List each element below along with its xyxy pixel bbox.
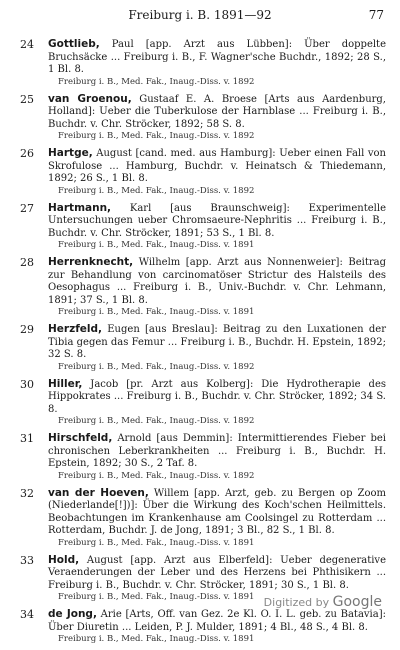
- dissertation-note: Freiburg i. B., Med. Fak., Inaug.-Diss. v. 1892: [58, 131, 255, 141]
- bibliography-entry: [0, 147, 400, 197]
- watermark-brand: Google: [332, 594, 382, 610]
- bibliography-entry: [0, 608, 400, 645]
- bibliography-entry: [0, 256, 400, 318]
- dissertation-note: Freiburg i. B., Med. Fak., Inaug.-Diss. v. 1892: [58, 470, 255, 481]
- dissertation-note: Freiburg i. B., Med. Fak., Inaug.-Diss. v. 1892: [58, 76, 255, 87]
- entry-text: [48, 202, 386, 241]
- citation-body: Arnold [aus Demmin]: Intermittierendes Fieber bei chronischen Leberkrankheiten ... Freiburg i. B., Buchdr. H. Epstein, 1892; 30 S., 2 Taf. 8.: [48, 433, 386, 469]
- entry-number: 32: [20, 486, 34, 500]
- entry-number: 26: [20, 147, 34, 160]
- author-name: Hiller,: [48, 377, 83, 390]
- author-name: Hartge,: [48, 147, 93, 159]
- entry-text: [48, 378, 386, 417]
- bibliography-entry: [0, 487, 400, 549]
- bibliography-entry: [0, 432, 400, 482]
- citation-body: August [app. Arzt aus Elberfeld]: Ueber degenerative Veraenderungen der Leber und des Herzens bei Phthisikern ... Freiburg i. B., Buchdr. v. Chr. Ströcker, 1891; 30 S., 1 Bl. 8.: [48, 554, 386, 591]
- entry-number: 33: [20, 553, 34, 567]
- dissertation-note: Freiburg i. B., Med. Fak., Inaug.-Diss. v. 1891: [58, 240, 255, 250]
- dissertation-note: Freiburg i. B., Med. Fak., Inaug.-Diss. v. 1891: [58, 634, 255, 644]
- entry-text: [48, 432, 386, 471]
- author-name: de Jong,: [48, 608, 97, 620]
- page-number: 77: [368, 8, 384, 22]
- citation-body: Jacob [pr. Arzt aus Kolberg]: Die Hydrotherapie des Hippokrates ... Freiburg i. B., Buchdr. v. Chr. Ströcker, 1892; 34 S. 8.: [48, 378, 386, 415]
- citation-body: Arie [Arts, Off. van Gez. 2e Kl. O. I. L. geb. zu Batavia]: Über Diuretin ... Leiden, P. J. Mulder, 1891; 4 Bl., 48 S., 4 Bl. 8.: [48, 609, 386, 633]
- dissertation-note: Freiburg i. B., Med. Fak., Inaug.-Diss. v. 1891: [58, 307, 255, 317]
- dissertation-note: Freiburg i. B., Med. Fak., Inaug.-Diss. v. 1892: [58, 185, 255, 196]
- entry-number: 27: [20, 201, 34, 215]
- dissertation-note: Freiburg i. B., Med. Fak., Inaug.-Diss. v. 1891: [58, 592, 255, 602]
- bibliography-entry: [0, 93, 400, 143]
- dissertation-note: Freiburg i. B., Med. Fak., Inaug.-Diss. v. 1892: [58, 361, 255, 372]
- author-name: Hirschfeld,: [48, 432, 113, 444]
- entry-text: [48, 93, 386, 132]
- header-title: Freiburg i. B. 1891—92: [128, 8, 272, 22]
- citation-body: Eugen [aus Breslau]: Beitrag zu den Luxationen der Tibia gegen das Femur ... Freiburg i. B., Buchdr. H. Epstein, 1892; 32 S. 8.: [48, 324, 386, 360]
- entry-text: [48, 554, 386, 593]
- entry-text: [48, 38, 386, 77]
- citation-body: Wilhelm [app. Arzt aus Nonnenweier]: Beitrag zur Behandlung von carcinomatöser Strictur des Halsteils des Oesophagus ... Freiburg i. B., Univ.-Buchdr. v. Chr. Lehmann, 1891; 37 S., 1 Bl. 8.: [48, 257, 386, 306]
- watermark-prefix: Digitized by: [263, 596, 330, 609]
- entry-number: 30: [20, 377, 34, 391]
- entry-number: 31: [20, 432, 34, 445]
- entry-text: [48, 147, 386, 186]
- entry-number: 24: [20, 38, 34, 51]
- author-name: Herzfeld,: [48, 323, 102, 335]
- entry-text: [48, 256, 386, 307]
- entry-text: [48, 323, 386, 362]
- bibliography-entry: [0, 323, 400, 373]
- running-header: [0, 6, 400, 26]
- entry-number: 29: [20, 323, 34, 336]
- author-name: Herrenknecht,: [48, 256, 134, 268]
- entry-number: 34: [20, 608, 34, 621]
- bibliography-entry: [0, 202, 400, 252]
- bibliography-entry: [0, 38, 400, 88]
- citation-body: Paul [app. Arzt aus Lübben]: Über doppelte Bruchsäcke ... Freiburg i. B., F. Wagner'sche Buchdr., 1892; 28 S., 1 Bl. 8.: [48, 39, 386, 75]
- citation-body: August [cand. med. aus Hamburg]: Ueber einen Fall von Skrofulose ... Hamburg, Buchdr. v. Heinatsch & Thiedemann, 1892; 26 S., 1 Bl. 8.: [48, 148, 386, 184]
- citation-body: Willem [app. Arzt, geb. zu Bergen op Zoom (Niederlande[!])]: Über die Wirkung des Koch'schen Heilmittels. Beobachtungen im Krankenhause am Coolsingel zu Rotterdam ... Rotterdam, Buchdr. J. de Jong, 1891; 3 Bl., 82 S., 1 Bl. 8.: [48, 487, 386, 536]
- citation-body: Karl [aus Braunschweig]: Experimentelle Untersuchungen ueber Chromsaeure-Nephritis ... Freiburg i. B., Buchdr. v. Chr. Ströcker, 1891; 53 S., 1 Bl. 8.: [48, 202, 386, 239]
- bibliography-entry: [0, 378, 400, 428]
- author-name: van der Hoeven,: [48, 486, 149, 499]
- dissertation-note: Freiburg i. B., Med. Fak., Inaug.-Diss. v. 1891: [58, 537, 255, 548]
- dissertation-note: Freiburg i. B., Med. Fak., Inaug.-Diss. v. 1892: [58, 416, 255, 426]
- digitization-watermark: [264, 594, 382, 610]
- author-name: Hartmann,: [48, 201, 112, 214]
- author-name: Gottlieb,: [48, 38, 100, 50]
- entry-number: 28: [20, 256, 34, 269]
- author-name: van Groenou,: [48, 92, 132, 105]
- entry-text: [48, 487, 386, 538]
- author-name: Hold,: [48, 553, 80, 566]
- citation-body: Gustaaf E. A. Broese [Arts aus Aardenburg, Holland]: Ueber die Tuberkulose der Harnblase ... Freiburg i. B., Buchdr. v. Chr. Ströcker, 1892; 58 S. 8.: [48, 93, 386, 130]
- entry-text: [48, 608, 386, 634]
- entry-list: [0, 38, 400, 650]
- entry-number: 25: [20, 92, 34, 106]
